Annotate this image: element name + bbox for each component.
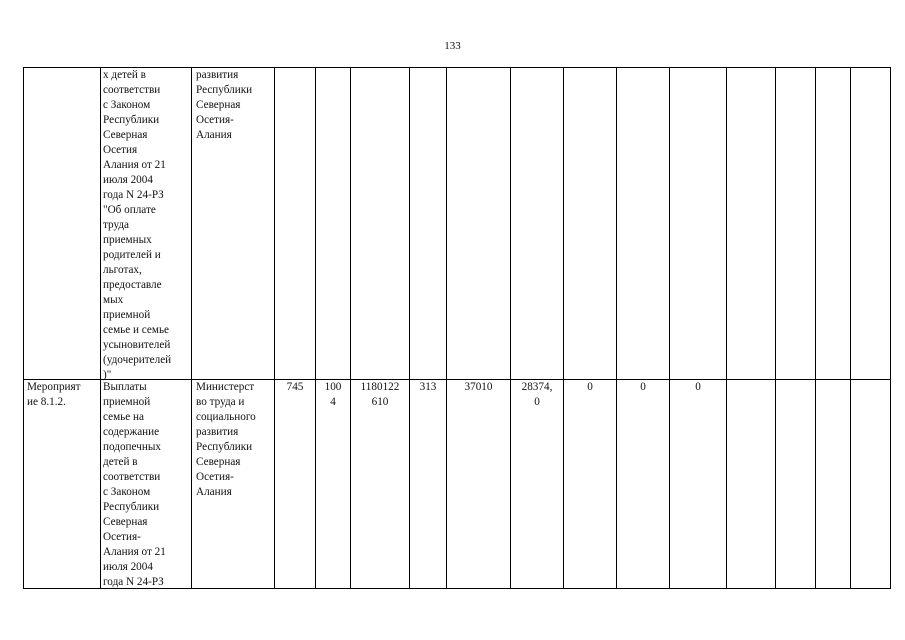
- cell-text-line: Алания: [196, 129, 232, 141]
- cell-text-line: Осетия-: [196, 114, 234, 126]
- cell-text-line: подопечных: [103, 441, 161, 453]
- cell-text-line: Мероприят: [27, 381, 81, 393]
- cell-text-line: Алания от 21: [103, 546, 166, 558]
- cell-text-line: развития: [196, 69, 239, 81]
- cell-text-line: приемной: [103, 309, 151, 321]
- cell-text-line: 0: [587, 381, 593, 393]
- cell-text-line: (удочерителей: [103, 354, 172, 366]
- cell-text-line: 4: [330, 396, 336, 408]
- cell-text-line: 0: [695, 381, 701, 393]
- cell-text-line: Республики: [196, 441, 253, 453]
- cell-text-line: с Законом: [103, 486, 151, 498]
- cell-grbs: [275, 380, 315, 395]
- cell-text-line: социального: [196, 411, 256, 423]
- col-border: [850, 67, 851, 589]
- col-border: [446, 67, 447, 589]
- cell-text-line: 37010: [464, 381, 493, 393]
- cell-text-line: Осетия-: [103, 531, 141, 543]
- col-border: [563, 67, 564, 589]
- cell-text-line: )": [103, 369, 112, 381]
- cell-text-line: 28374,: [521, 381, 553, 393]
- col-border: [100, 67, 101, 589]
- cell-vr: [410, 380, 446, 395]
- cell-text-line: мых: [103, 294, 124, 306]
- col-border: [616, 67, 617, 589]
- cell-text-line: родителей и: [103, 249, 161, 261]
- col-border: [409, 67, 410, 589]
- col-border: [23, 67, 24, 589]
- cell-text-line: предоставле: [103, 279, 162, 291]
- cell-event-code: [27, 380, 99, 410]
- cell-text-line: х детей в: [103, 69, 146, 81]
- cell-text-line: 610: [371, 396, 389, 408]
- col-border: [815, 67, 816, 589]
- cell-text-line: Северная: [103, 516, 148, 528]
- col-border: [191, 67, 192, 589]
- cell-text-line: семье на: [103, 411, 144, 423]
- cell-text-line: года N 24-РЗ: [103, 189, 164, 201]
- cell-text-line: содержание: [103, 426, 160, 438]
- cell-text-line: 100: [324, 381, 342, 393]
- cell-text-line: семье и семье: [103, 324, 170, 336]
- cell-value-4: [617, 380, 669, 395]
- cell-text-line: соответстви: [103, 84, 161, 96]
- cell-text-line: Республики: [196, 84, 253, 96]
- cell-text-line: 0: [534, 396, 540, 408]
- cell-text-line: соответстви: [103, 471, 161, 483]
- budget-table: [23, 67, 891, 589]
- cell-text-line: Министерст: [196, 381, 255, 393]
- cell-text-line: 0: [640, 381, 646, 393]
- col-border: [726, 67, 727, 589]
- col-border: [350, 67, 351, 589]
- cell-text-line: усыновителей: [103, 339, 171, 351]
- cell-csr: [351, 380, 409, 410]
- cell-value-5: [670, 380, 726, 395]
- cell-value-3: [564, 380, 616, 395]
- cell-executor: [196, 380, 273, 500]
- cell-text-line: 1180122: [360, 381, 400, 393]
- cell-text-line: Алания: [196, 486, 232, 498]
- cell-text-line: труда: [103, 219, 130, 231]
- col-border: [315, 67, 316, 589]
- col-border: [274, 67, 275, 589]
- cell-text-line: Алания от 21: [103, 159, 166, 171]
- cell-text-line: июля 2004: [103, 174, 153, 186]
- cell-text-line: 745: [286, 381, 304, 393]
- cell-text-line: с Законом: [103, 99, 151, 111]
- cell-text-line: Северная: [196, 99, 241, 111]
- cell-text-line: развития: [196, 426, 239, 438]
- cell-text-line: ие 8.1.2.: [27, 396, 66, 408]
- cell-executor: [196, 68, 273, 143]
- cell-text-line: 313: [419, 381, 437, 393]
- cell-text-line: года N 24-РЗ: [103, 576, 164, 588]
- col-border: [669, 67, 670, 589]
- cell-text-line: Осетия-: [196, 471, 234, 483]
- cell-text-line: Северная: [103, 129, 148, 141]
- cell-text-line: приемной: [103, 396, 151, 408]
- cell-text-line: льготах,: [103, 264, 142, 276]
- cell-text-line: Северная: [196, 456, 241, 468]
- cell-rzpr: [316, 380, 350, 410]
- cell-event-name: [103, 68, 189, 383]
- cell-text-line: детей в: [103, 456, 138, 468]
- cell-text-line: Осетия: [103, 144, 138, 156]
- cell-text-line: приемных: [103, 234, 152, 246]
- cell-text-line: Выплаты: [103, 381, 147, 393]
- col-border: [775, 67, 776, 589]
- col-border: [510, 67, 511, 589]
- cell-text-line: во труда и: [196, 396, 245, 408]
- cell-value-2: [511, 380, 563, 410]
- cell-text-line: Республики: [103, 114, 160, 126]
- cell-value-1: [447, 380, 510, 395]
- cell-text-line: "Об оплате: [103, 204, 156, 216]
- cell-text-line: Республики: [103, 501, 160, 513]
- page-number: 133: [444, 40, 461, 52]
- cell-event-name: [103, 380, 189, 590]
- cell-text-line: июля 2004: [103, 561, 153, 573]
- col-border: [890, 67, 891, 589]
